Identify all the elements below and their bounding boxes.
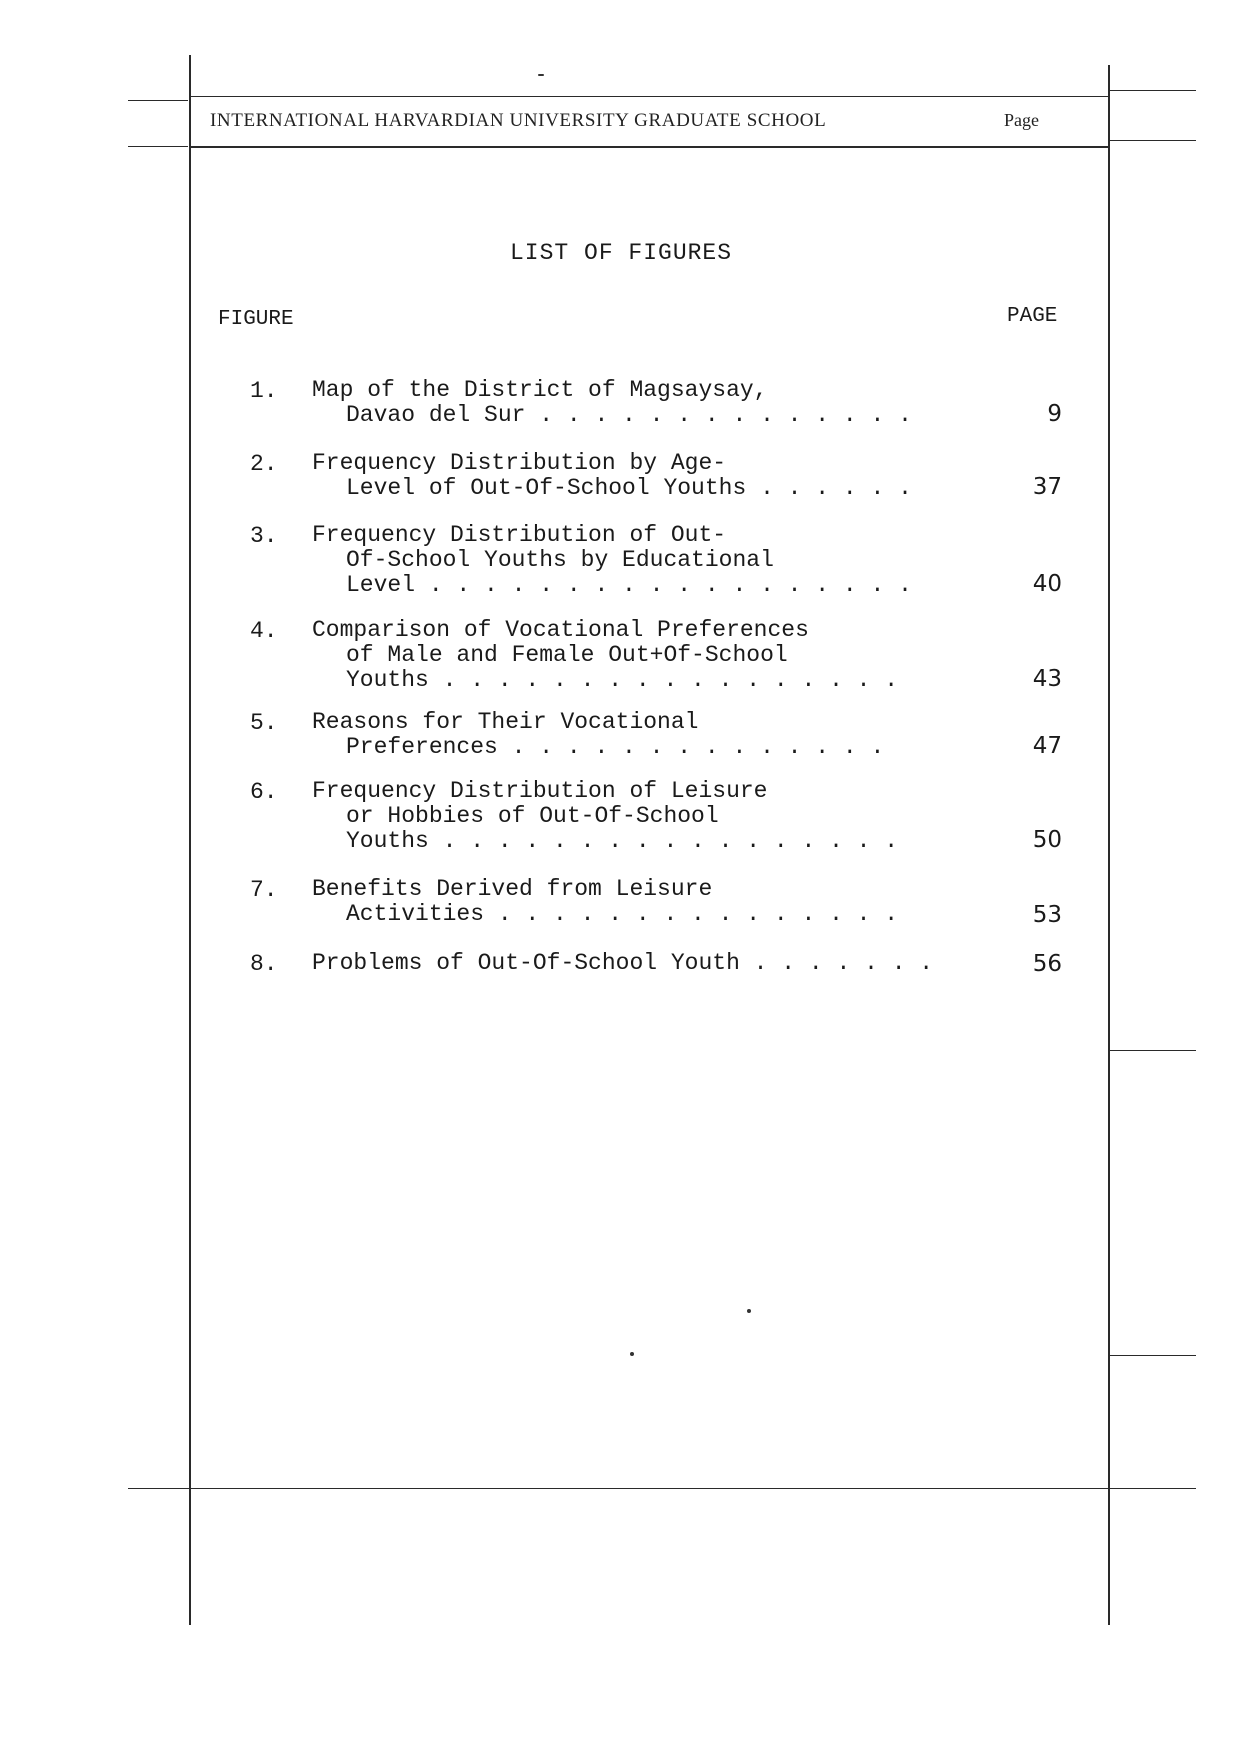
figure-number: 6.	[250, 779, 278, 805]
right-margin-rule	[1108, 65, 1110, 1625]
figure-page-number: 47	[1032, 733, 1062, 759]
figure-page-number: 53	[1032, 902, 1062, 928]
figure-title-line: of Male and Female Out+Of-School	[346, 642, 788, 668]
figure-page-number: 37	[1032, 474, 1062, 500]
figure-title-line: Of-School Youths by Educational	[346, 547, 774, 573]
header-rule-left-ext-2	[128, 146, 188, 147]
header-page-label: Page	[1004, 110, 1039, 130]
figure-number: 4.	[250, 618, 278, 644]
figure-title-line: Level . . . . . . . . . . . . . . . . . .	[346, 572, 912, 598]
scan-speck	[630, 1352, 634, 1356]
figure-title-line: Frequency Distribution of Leisure	[312, 778, 768, 804]
figure-number: 7.	[250, 877, 278, 903]
figure-title-line: Frequency Distribution by Age-	[312, 450, 727, 476]
figure-title-line: or Hobbies of Out-Of-School	[346, 803, 719, 829]
figure-page-number: 56	[1032, 951, 1062, 977]
header-bottom-rule	[190, 146, 1108, 148]
scan-speck	[538, 74, 544, 76]
page-title: LIST OF FIGURES	[510, 240, 733, 266]
figure-title-line: Map of the District of Magsaysay,	[312, 377, 768, 403]
footer-rule	[128, 1488, 1196, 1489]
institution-header: INTERNATIONAL HARVARDIAN UNIVERSITY GRADUATE SCHOOL	[210, 110, 827, 131]
figure-title-line: Problems of Out-Of-School Youth . . . . . . .	[312, 950, 934, 976]
figure-title-line: Level of Out-Of-School Youths . . . . . .	[346, 475, 912, 501]
figure-title-line: Davao del Sur . . . . . . . . . . . . . .	[346, 402, 912, 428]
figure-page-number: 43	[1032, 666, 1062, 692]
figure-number: 1.	[250, 378, 278, 404]
header-rule-left-ext	[128, 100, 188, 101]
figure-column-heading: FIGURE	[218, 308, 294, 331]
header-top-rule	[190, 96, 1108, 97]
figure-page-number: 40	[1032, 571, 1062, 597]
figure-page-number: 50	[1032, 827, 1062, 853]
scan-speck	[747, 1309, 751, 1313]
figure-number: 8.	[250, 951, 278, 977]
figure-title-line: Frequency Distribution of Out-	[312, 522, 727, 548]
figure-title-line: Benefits Derived from Leisure	[312, 876, 713, 902]
figure-title-line: Youths . . . . . . . . . . . . . . . . .	[346, 667, 899, 693]
right-mid-rule	[1110, 1050, 1196, 1051]
figure-title-line: Activities . . . . . . . . . . . . . . .	[346, 901, 899, 927]
header-rule-right-ext	[1110, 90, 1196, 91]
left-margin-rule	[189, 55, 191, 1625]
page-column-heading: PAGE	[1007, 305, 1058, 328]
figure-title-line: Comparison of Vocational Preferences	[312, 617, 809, 643]
header-rule-right-ext-2	[1110, 140, 1196, 141]
right-lower-rule	[1110, 1355, 1196, 1356]
figure-number: 2.	[250, 451, 278, 477]
figure-page-number: 9	[1047, 401, 1062, 427]
figure-number: 5.	[250, 710, 278, 736]
figure-number: 3.	[250, 523, 278, 549]
figure-title-line: Preferences . . . . . . . . . . . . . .	[346, 734, 885, 760]
figure-title-line: Reasons for Their Vocational	[312, 709, 699, 735]
figure-title-line: Youths . . . . . . . . . . . . . . . . .	[346, 828, 899, 854]
